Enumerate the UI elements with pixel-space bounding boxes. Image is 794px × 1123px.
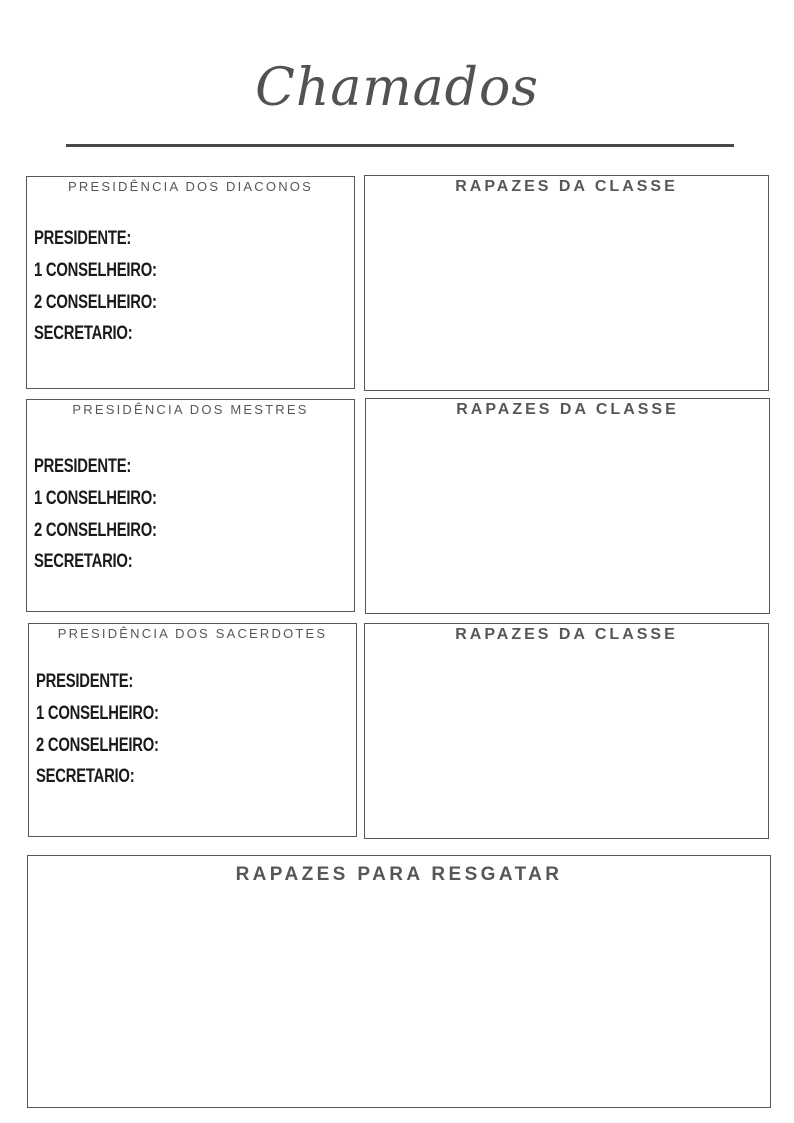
presidency-heading: PRESIDÊNCIA DOS MESTRES bbox=[72, 402, 309, 417]
rescue-box bbox=[27, 855, 771, 1108]
class-heading: RAPAZES DA CLASSE bbox=[456, 401, 679, 418]
role-secretary: SECRETARIO: bbox=[36, 766, 135, 788]
role-list bbox=[34, 223, 191, 350]
title-divider bbox=[66, 144, 734, 147]
presidency-box-diaconos bbox=[26, 176, 355, 389]
class-box-1 bbox=[364, 175, 769, 391]
role-list bbox=[36, 666, 193, 793]
role-president: PRESIDENTE: bbox=[34, 456, 132, 477]
class-box-2 bbox=[365, 398, 770, 614]
role-president: PRESIDENTE: bbox=[36, 671, 134, 692]
page-title: Chamados bbox=[255, 58, 539, 118]
role-counselor-2: 2 CONSELHEIRO: bbox=[34, 291, 157, 313]
role-counselor-2: 2 CONSELHEIRO: bbox=[36, 734, 159, 756]
role-secretary: SECRETARIO: bbox=[34, 323, 133, 345]
presidency-heading: PRESIDÊNCIA DOS DIACONOS bbox=[68, 179, 313, 194]
rescue-heading: RAPAZES PARA RESGATAR bbox=[235, 864, 563, 885]
class-box-3 bbox=[364, 623, 769, 839]
role-president: PRESIDENTE: bbox=[34, 228, 132, 249]
role-counselor-1: 1 CONSELHEIRO: bbox=[36, 702, 159, 724]
role-counselor-2: 2 CONSELHEIRO: bbox=[34, 519, 157, 541]
presidency-box-mestres bbox=[26, 399, 355, 612]
role-counselor-1: 1 CONSELHEIRO: bbox=[34, 487, 157, 509]
presidency-heading: PRESIDÊNCIA DOS SACERDOTES bbox=[57, 626, 328, 641]
role-secretary: SECRETARIO: bbox=[34, 551, 133, 573]
class-heading: RAPAZES DA CLASSE bbox=[455, 178, 678, 195]
class-heading: RAPAZES DA CLASSE bbox=[455, 626, 678, 643]
presidency-box-sacerdotes bbox=[28, 623, 357, 837]
role-list bbox=[34, 451, 191, 578]
role-counselor-1: 1 CONSELHEIRO: bbox=[34, 259, 157, 281]
